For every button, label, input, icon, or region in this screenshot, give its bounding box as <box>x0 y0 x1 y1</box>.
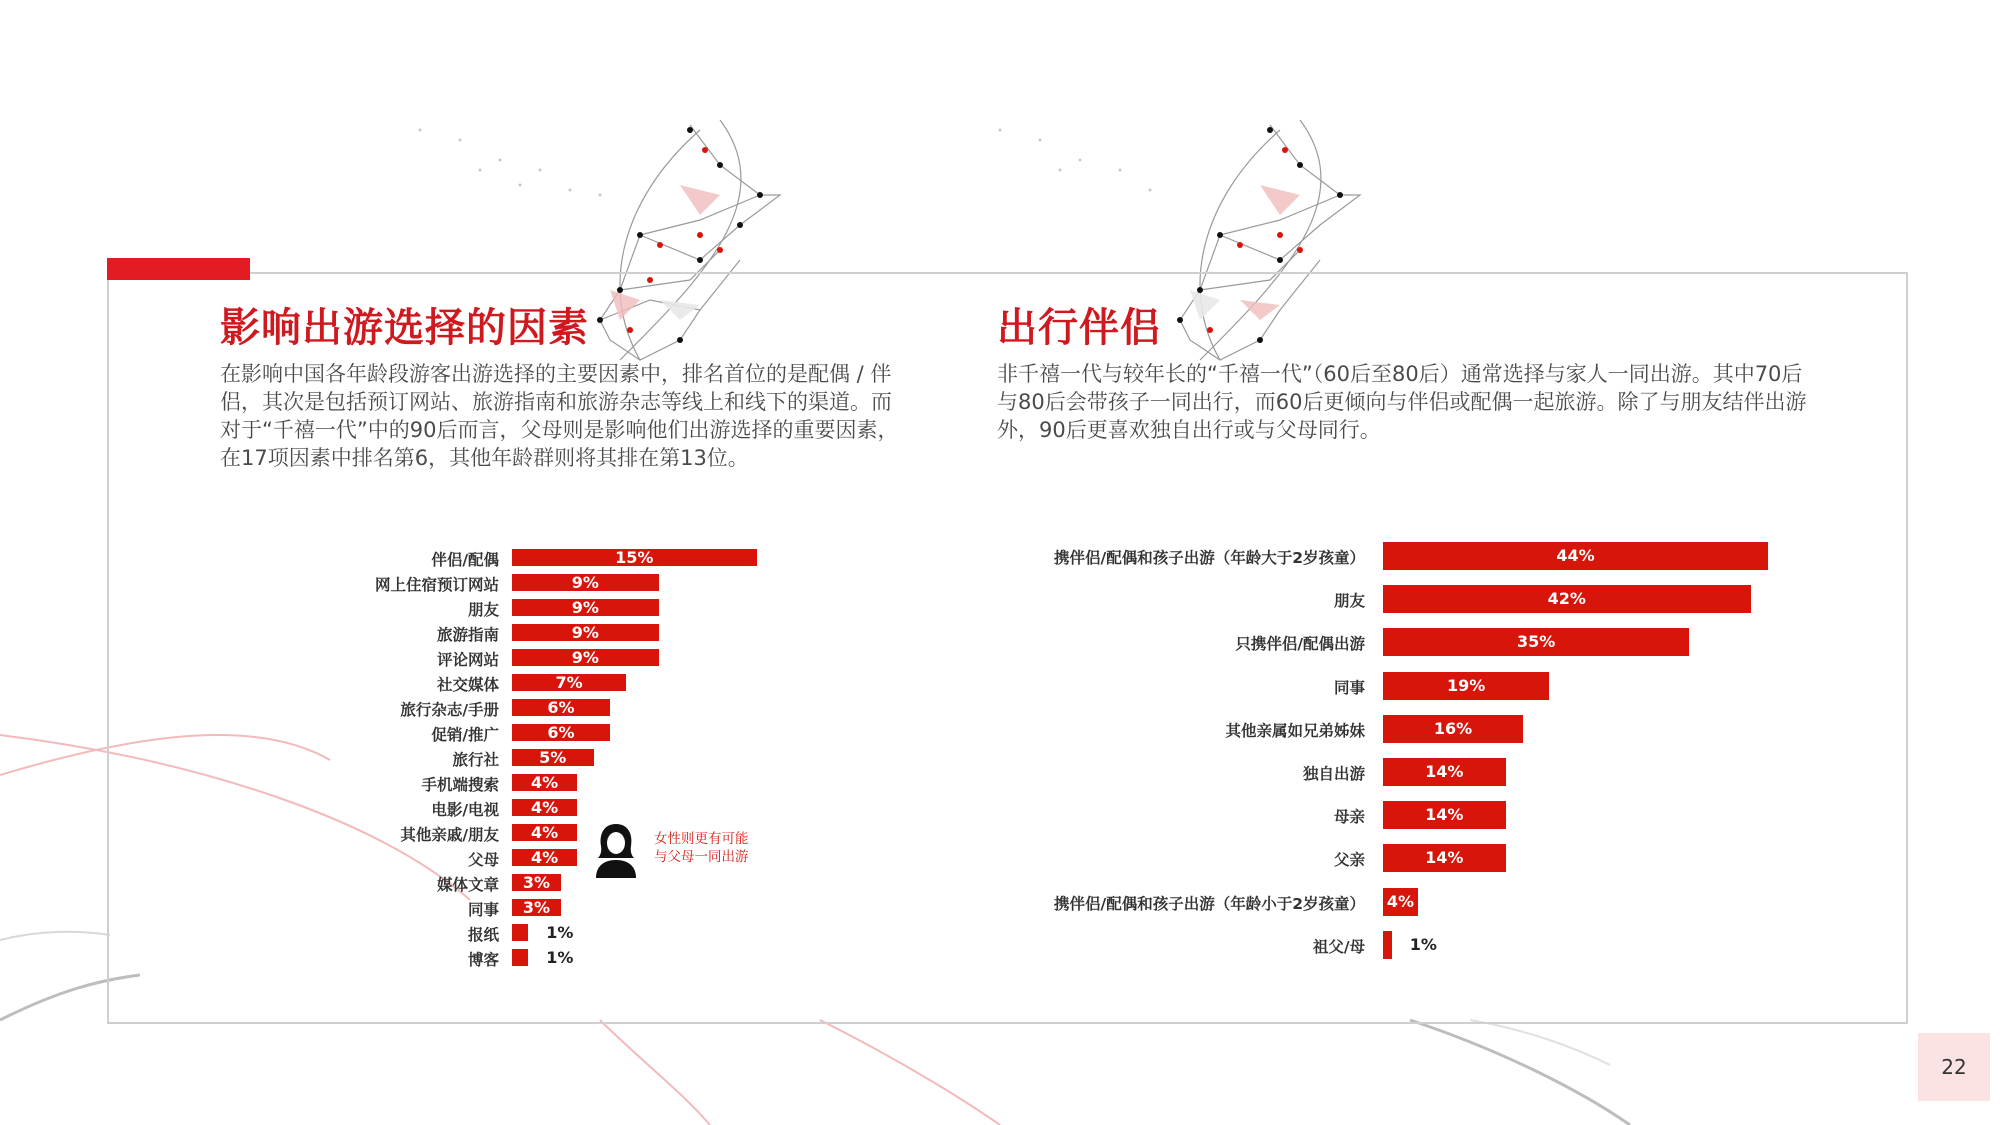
bar-value-label: 14% <box>1425 762 1464 781</box>
bar-label: 携伴侣/配偶和孩子出游（年龄大于2岁孩童） <box>1054 549 1365 567</box>
bar-label: 社交媒体 <box>436 675 499 694</box>
bar-label: 母亲 <box>1333 808 1365 827</box>
bar-value-label: 9% <box>571 572 599 592</box>
bar <box>512 924 528 941</box>
bar-label: 同事 <box>1333 678 1365 697</box>
bar <box>1383 931 1392 959</box>
bar <box>512 949 528 966</box>
bar-label: 父亲 <box>1333 851 1365 870</box>
right-section-title: 出行伴侣 <box>997 305 1161 351</box>
left-paragraph: 在影响中国各年龄段游客出游选择的主要因素中，排名首位的是配偶 / 伴侣，其次是包括预订网站、旅游指南和旅游杂志等线上和线下的渠道。而对于“千禧一代”中的90后而言，父母则是影响他们出游选择的重要因素，在17项因素中排名第6，其他年龄群则将其排在第13位。 <box>220 362 899 470</box>
bar-label: 旅行社 <box>452 750 499 769</box>
bar-label: 祖父/母 <box>1312 937 1365 956</box>
accent-bar <box>107 258 250 280</box>
left-section-title: 影响出游选择的因素 <box>220 305 589 351</box>
bar-label: 评论网站 <box>436 650 499 669</box>
bar-value-label: 4% <box>531 797 559 817</box>
bar-value-label: 7% <box>555 672 583 692</box>
bar-label: 电影/电视 <box>431 800 499 819</box>
bar-label: 博客 <box>467 950 499 969</box>
bar-label: 伴侣/配偶 <box>431 550 499 569</box>
bar-label: 旅游指南 <box>436 625 499 644</box>
bar-value-label: 14% <box>1425 805 1464 825</box>
bar-label: 朋友 <box>1333 592 1365 611</box>
bar-value-label: 1% <box>1409 934 1437 954</box>
bar-value-label: 1% <box>546 947 574 967</box>
bar-value-label: 35% <box>1516 632 1556 652</box>
right-paragraph: 非千禧一代与较年长的“千禧一代”（60后至80后）通常选择与家人一同出游。其中70后与80后会带孩子一同出行，而60后更倾向与伴侣或配偶一起旅游。除了与朋友结伴出游外，90后更喜欢独自出行或与父母同行。 <box>997 362 1807 442</box>
bar-label: 其他亲属如兄弟姊妹 <box>1225 721 1365 740</box>
bar-value-label: 1% <box>546 922 574 942</box>
bar-value-label: 4% <box>531 772 559 792</box>
bar-label: 朋友 <box>467 600 499 619</box>
bar-value-label: 3% <box>522 872 551 892</box>
bar-value-label: 5% <box>539 747 567 767</box>
bar-label: 报纸 <box>467 925 499 944</box>
bar-label: 促销/推广 <box>431 725 499 744</box>
bar-value-label: 16% <box>1433 718 1473 738</box>
bar-value-label: 42% <box>1547 589 1586 609</box>
bar-value-label: 9% <box>571 597 599 617</box>
bar-value-label: 14% <box>1425 848 1464 868</box>
bar-value-label: 4% <box>531 847 559 867</box>
bar-label: 其他亲戚/朋友 <box>400 825 499 844</box>
women-note: 女性则更有可能与父母一同出游 <box>654 831 749 865</box>
bar-label: 只携伴侣/配偶出游 <box>1235 635 1365 654</box>
bar-value-label: 19% <box>1446 675 1486 695</box>
woman-icon <box>594 820 638 878</box>
bar-value-label: 3% <box>522 897 551 917</box>
bar-label: 媒体文章 <box>436 875 499 894</box>
page-number: 22 <box>1918 1033 1990 1101</box>
bar-label: 同事 <box>467 900 499 919</box>
bar-value-label: 4% <box>531 822 559 842</box>
bar-label: 携伴侣/配偶和孩子出游（年龄小于2岁孩童） <box>1054 894 1365 913</box>
bar-value-label: 6% <box>547 722 575 742</box>
bar-value-label: 9% <box>571 647 599 667</box>
bar-label: 手机端搜索 <box>421 775 499 794</box>
bar-label: 旅行杂志/手册 <box>400 700 499 719</box>
bar-value-label: 44% <box>1556 546 1595 565</box>
bar-label: 网上住宿预订网站 <box>374 575 499 594</box>
bar-value-label: 4% <box>1386 891 1415 911</box>
bar-label: 独自出游 <box>1302 765 1365 783</box>
bar-value-label: 6% <box>547 697 575 717</box>
bar-value-label: 15% <box>615 547 654 567</box>
bar-label: 父母 <box>467 850 499 869</box>
bar-value-label: 9% <box>571 622 599 642</box>
